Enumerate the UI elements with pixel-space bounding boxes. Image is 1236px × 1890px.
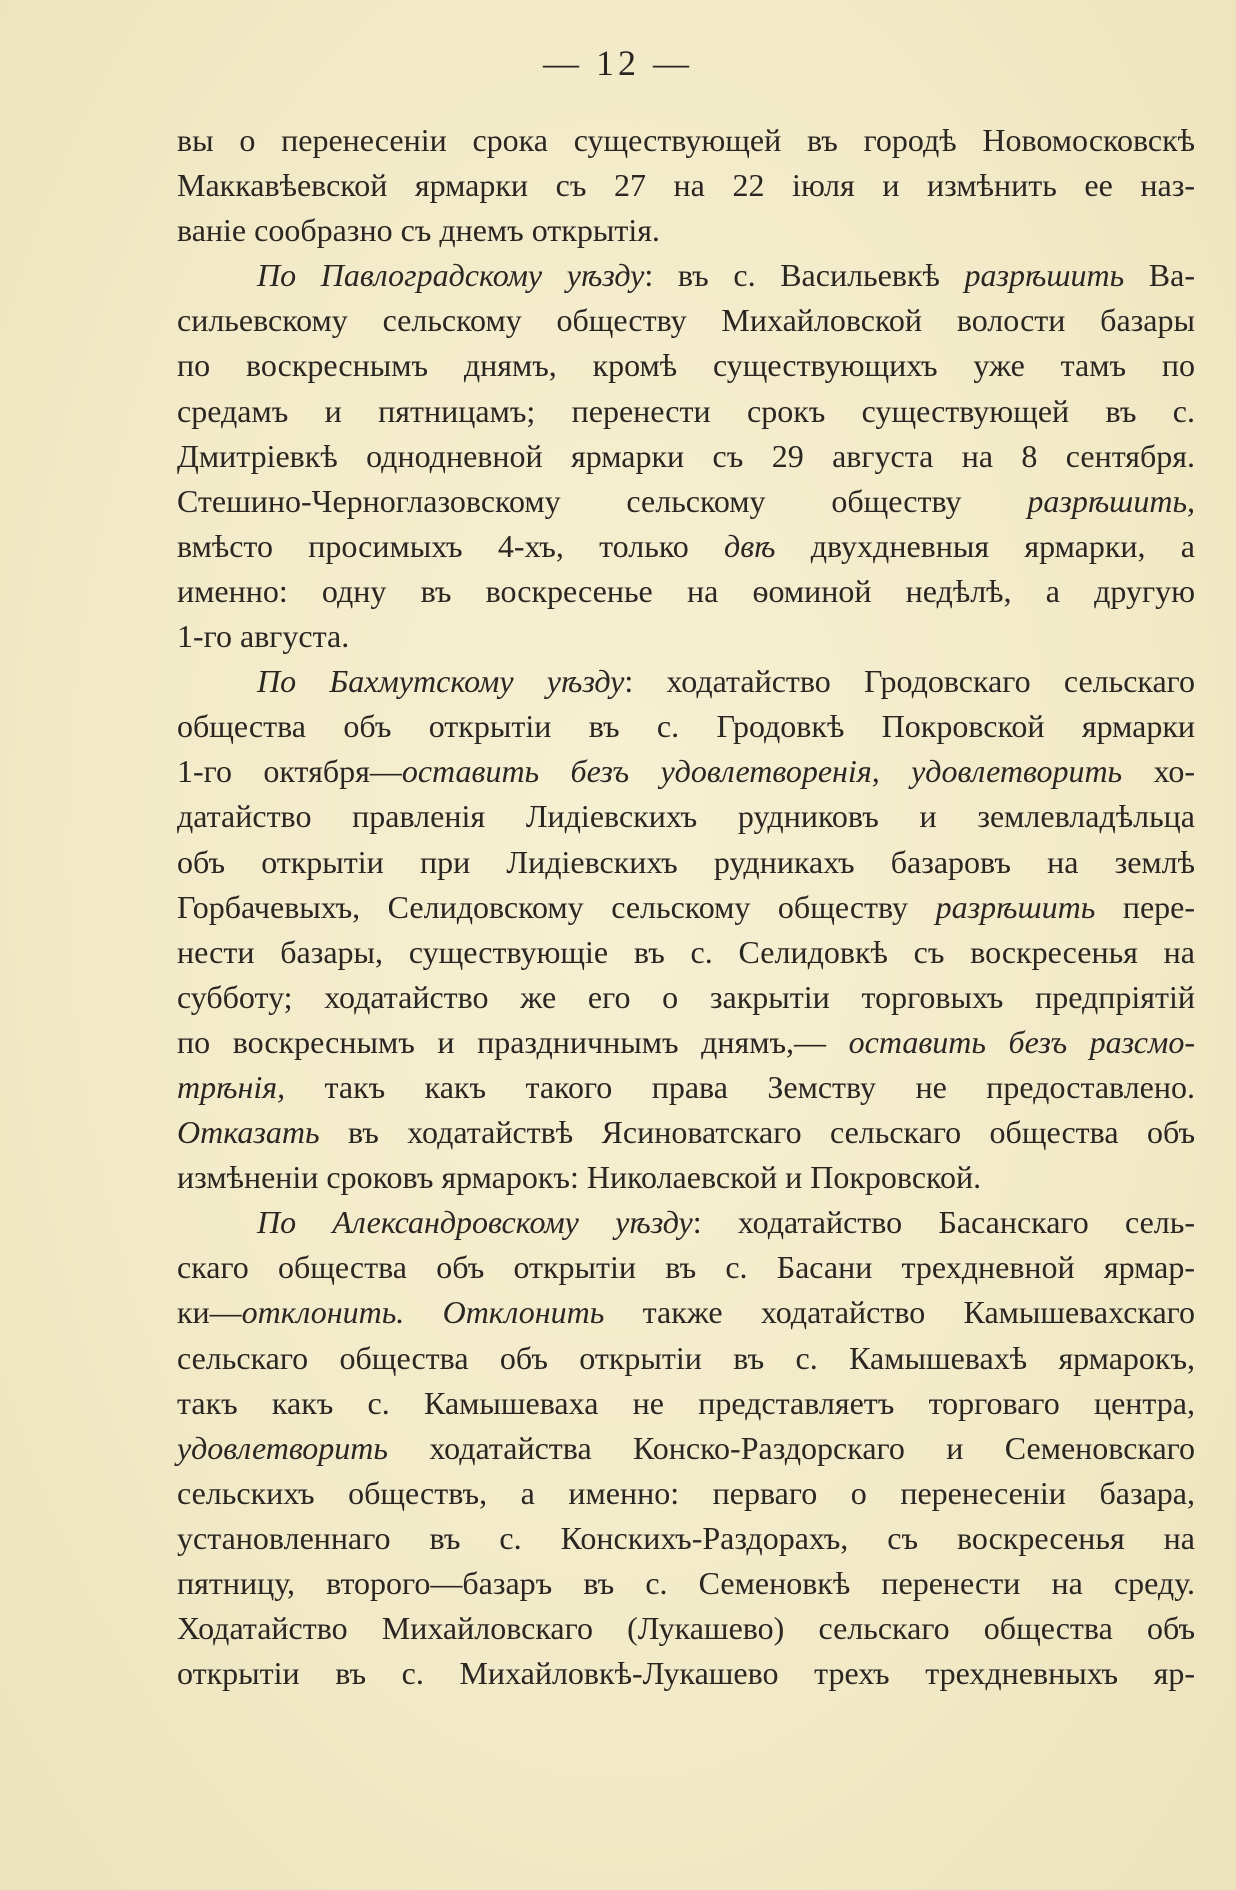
text-line	[177, 343, 1195, 388]
text-segment: объ открытiи при Лидiевскихъ рудникахъ базаровъ на землѣ	[177, 843, 1195, 880]
text-line	[177, 1606, 1195, 1651]
text-segment: по воскреснымъ и праздничнымъ днямъ,—	[177, 1023, 849, 1060]
text-line	[177, 434, 1195, 479]
text-line	[177, 524, 1195, 569]
text-line	[177, 253, 1195, 298]
text-segment: также ходатайство Камышевахскаго	[604, 1294, 1196, 1331]
text-line	[177, 569, 1195, 614]
text-line	[177, 1336, 1195, 1381]
emphasized-text: разрѣшить	[935, 888, 1096, 925]
text-segment: такъ какъ с. Камышеваха не представляетъ торговаго центра,	[177, 1384, 1195, 1421]
text-line	[177, 840, 1195, 885]
text-segment: Стешино-Черноглазовскому сельскому обществу	[177, 482, 1028, 519]
text-segment: сельскаго общества объ открытiи въ с. Камышевахѣ ярмарокъ,	[177, 1339, 1195, 1376]
text-segment: хо-	[1122, 753, 1196, 790]
text-segment: скаго общества объ открытiи въ с. Басани трехдневной ярмар-	[177, 1249, 1195, 1286]
text-line	[177, 659, 1195, 704]
text-segment: Дмитрiевкѣ однодневной ярмарки съ 29 августа на 8 сентября.	[177, 437, 1195, 474]
text-segment: : въ с. Васильевкѣ	[644, 257, 965, 294]
text-segment: 1-го октября—	[177, 753, 402, 790]
text-segment: ки—	[177, 1294, 242, 1331]
text-line	[177, 1651, 1195, 1696]
emphasized-text: Отказать	[177, 1114, 320, 1151]
text-segment: нести базары, существующiе въ с. Селидовкѣ съ воскресенья на	[177, 933, 1195, 970]
text-line	[177, 885, 1195, 930]
text-segment: двухдневныя ярмарки, а	[775, 527, 1196, 564]
text-segment: вы о перенесенiи срока существующей въ городѣ Новомосковскѣ	[177, 122, 1195, 158]
text-segment: ванiе сообразно съ днемъ открытiя.	[177, 212, 660, 249]
text-line	[177, 118, 1195, 163]
text-segment: 1-го августа.	[177, 618, 350, 655]
text-line	[177, 1516, 1195, 1561]
text-segment: Ходатайство Михайловскаго (Лукашево) сельскаго общества объ	[177, 1610, 1195, 1647]
text-segment: Маккавѣевской ярмарки съ 27 на 22 iюля и измѣнить ее наз-	[177, 167, 1195, 204]
text-segment: по воскреснымъ днямъ, кромѣ существующихъ уже тамъ по	[177, 347, 1195, 384]
text-line	[177, 389, 1195, 434]
text-segment: вмѣсто просимыхъ 4-хъ, только	[177, 527, 725, 564]
emphasized-text: разрѣшить,	[1027, 482, 1195, 519]
text-segment: сельскихъ обществъ, а именно: перваго о перенесенiи базара,	[177, 1474, 1195, 1511]
text-line	[177, 163, 1195, 208]
text-segment: Ва-	[1124, 257, 1196, 294]
text-line	[177, 1561, 1195, 1606]
text-segment: пере-	[1095, 888, 1196, 925]
text-segment: такъ какъ такого права Земству не предоставлено.	[285, 1068, 1195, 1105]
emphasized-text: отклонить. Отклонить	[241, 1294, 605, 1331]
text-line	[177, 1245, 1195, 1290]
text-line	[177, 208, 1195, 253]
text-line	[177, 930, 1195, 975]
text-line	[177, 794, 1195, 839]
body-text	[177, 118, 1195, 1696]
emphasized-text: По Павлоградскому уѣзду	[257, 257, 645, 294]
text-segment: открытiи въ с. Михайловкѣ-Лукашево трехъ трехдневныхъ яр-	[177, 1655, 1195, 1692]
text-segment: Горбачевыхъ, Селидовскому сельскому обществу	[177, 888, 936, 925]
text-line	[177, 614, 1195, 659]
text-line	[177, 1471, 1195, 1516]
emphasized-text: двѣ	[724, 527, 776, 564]
text-segment: средамъ и пятницамъ; перенести срокъ существующей въ с.	[177, 392, 1195, 429]
text-segment: пятницу, второго—базаръ въ с. Семеновкѣ перенести на среду.	[177, 1565, 1195, 1601]
text-line	[177, 1381, 1195, 1426]
emphasized-text: трѣнія,	[177, 1068, 286, 1105]
text-line	[177, 1200, 1195, 1245]
text-segment: общества объ открытiи въ с. Гродовкѣ Покровской ярмарки	[177, 708, 1195, 745]
text-segment: установленнаго въ с. Конскихъ-Раздорахъ, съ воскресенья на	[177, 1519, 1195, 1556]
text-segment: сильевскому сельскому обществу Михайловской волости базары	[177, 302, 1195, 339]
text-segment: ходатайства Конско-Раздорскаго и Семеновскаго	[387, 1429, 1195, 1466]
emphasized-text: оставить безъ разсмо-	[848, 1023, 1196, 1060]
text-line	[177, 975, 1195, 1020]
emphasized-text: оставить безъ удовлетворенія, удовлетворить	[401, 753, 1123, 790]
text-segment: измѣненiи сроковъ ярмарокъ: Николаевской и Покровской.	[177, 1159, 982, 1196]
page-number: — 12 —	[543, 43, 693, 83]
emphasized-text: разрѣшить	[964, 257, 1125, 294]
text-line	[177, 1155, 1195, 1200]
text-segment: : ходатайство Гродовскаго сельскаго	[624, 663, 1196, 700]
text-segment: датайство правленія Лидiевскихъ рудниковъ и землевладѣльца	[177, 798, 1195, 835]
text-segment: въ ходатайствѣ Ясиноватскаго сельскаго общества объ	[319, 1114, 1195, 1151]
emphasized-text: удовлетворить	[177, 1429, 388, 1466]
emphasized-text: По Александровскому уѣзду	[257, 1204, 693, 1241]
text-line	[177, 749, 1195, 794]
text-line	[177, 479, 1195, 524]
emphasized-text: По Бахмутскому уѣзду	[257, 663, 625, 700]
text-line	[177, 1290, 1195, 1335]
text-line	[177, 298, 1195, 343]
text-segment: именно: одну въ воскресенье на ѳоминой недѣлѣ, а другую	[177, 572, 1195, 609]
text-line	[177, 1065, 1195, 1110]
text-line	[177, 1020, 1195, 1065]
text-segment: : ходатайство Басанскаго сель-	[692, 1204, 1196, 1241]
text-line	[177, 1426, 1195, 1471]
text-line	[177, 704, 1195, 749]
text-segment: субботу; ходатайство же его о закрытiи торговыхъ предпрiятiй	[177, 978, 1195, 1015]
text-line	[177, 1110, 1195, 1155]
